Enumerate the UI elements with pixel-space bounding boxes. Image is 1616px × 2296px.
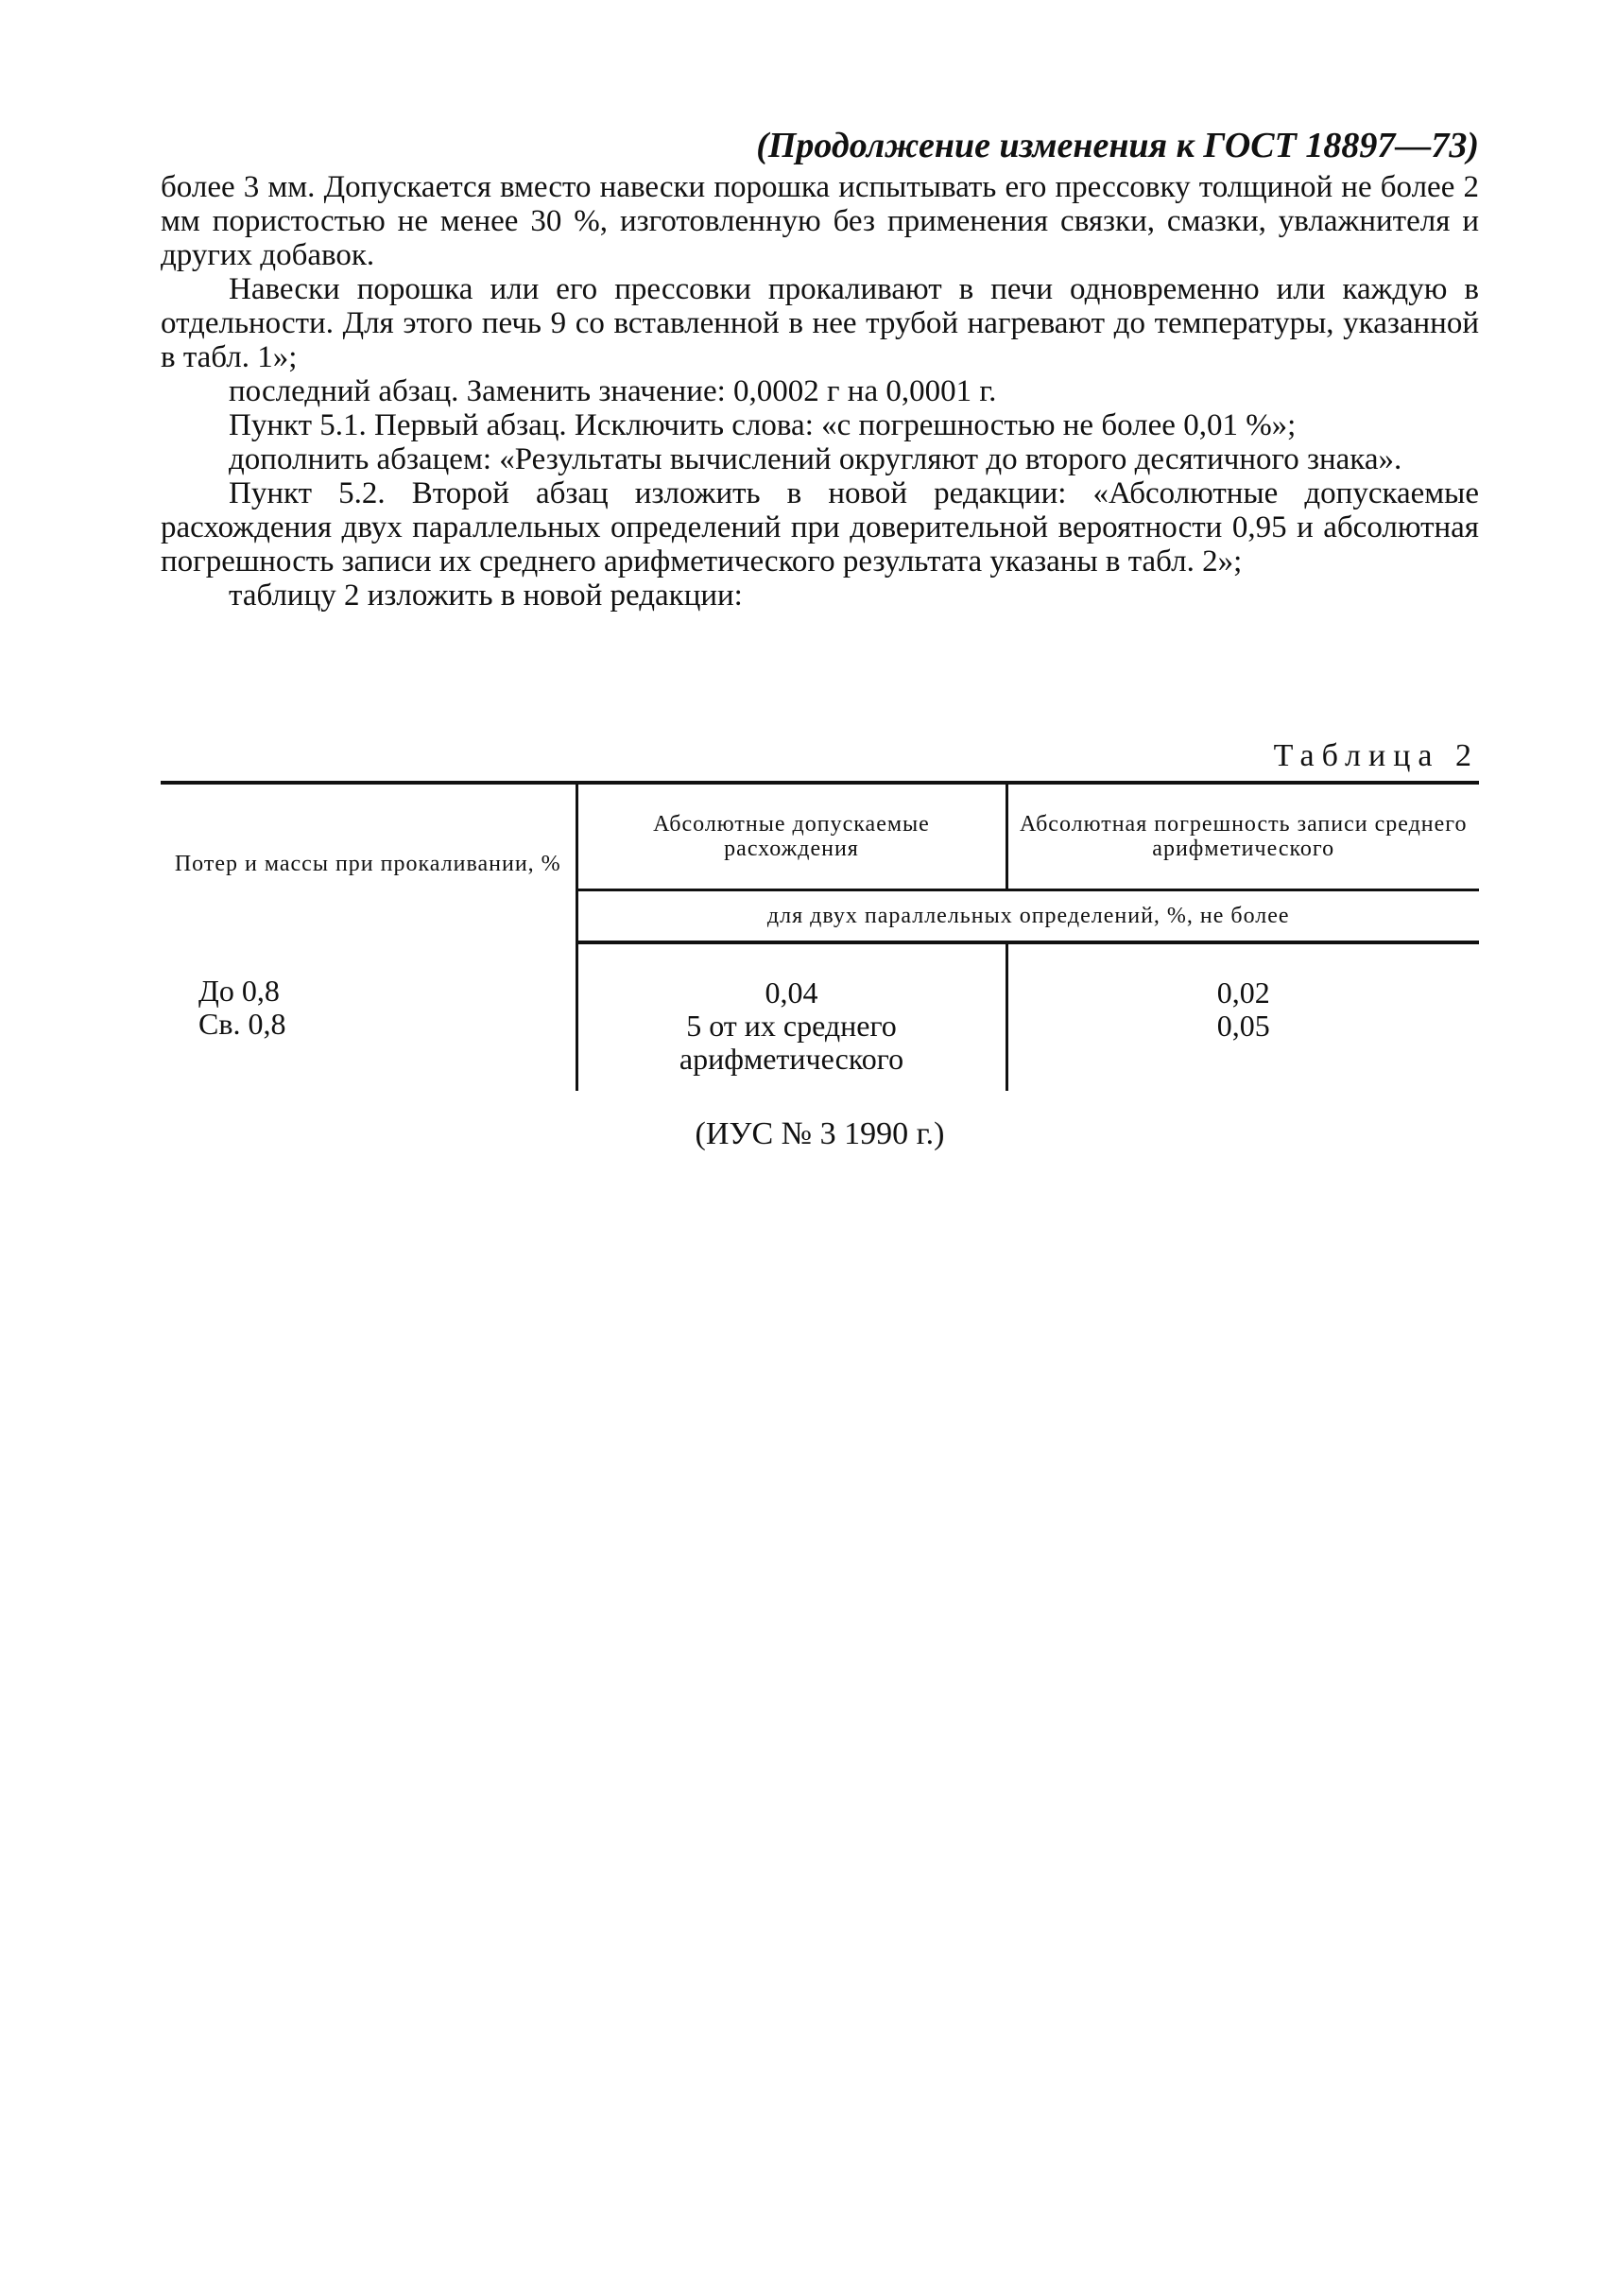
continuation-header: (Продолжение изменения к ГОСТ 18897—73)	[756, 126, 1479, 165]
paragraph-continuation: более 3 мм. Допускается вместо навески порошка испытывать его прессовку толщиной не более 2 мм пористостью не менее 30 %, изготовленную без применения связки, смазки, увлажнителя и других добавок.	[161, 170, 1479, 272]
source-reference: (ИУС № 3 1990 г.)	[695, 1116, 945, 1151]
paragraph-last-abzac: последний абзац. Заменить значение: 0,0002 г на 0,0001 г.	[229, 374, 997, 408]
paragraph-table-intro: таблицу 2 изложить в новой редакции:	[229, 578, 743, 613]
error-cell	[1006, 942, 1479, 1091]
paragraph-rounding: дополнить абзацем: «Результаты вычислений округляют до второго десятичного знака».	[229, 442, 1402, 476]
tolerance-cell	[576, 942, 1006, 1091]
loss-cell	[161, 942, 576, 1091]
tolerance-value: 0,04	[765, 975, 818, 1010]
loss-value: Св. 0,8	[198, 1007, 286, 1041]
paragraph-calcination: Навески порошка или его прессовки прокаливают в печи одновременно или каждую в отдельности. Для этого печь 9 со вставленной в нее трубой нагревают до температуры, указанной в табл. 1»;	[161, 272, 1479, 374]
column-subheader: для двух параллельных определений, %, не более	[576, 890, 1479, 943]
column-header-tolerance: Абсолютные допускаемые расхождения	[576, 783, 1006, 890]
table-2	[161, 781, 1479, 1091]
error-value: 0,02	[1216, 975, 1270, 1010]
table-caption: Таблица 2	[1273, 738, 1479, 773]
data-table	[161, 781, 1479, 1091]
column-header-error: Абсолютная погрешность записи среднего арифметического	[1006, 783, 1479, 890]
body-text	[161, 170, 1479, 613]
tolerance-value: 5 от их среднего арифметического	[679, 1009, 904, 1076]
loss-value: До 0,8	[198, 974, 280, 1008]
table-row	[161, 942, 1479, 1091]
column-header-loss: Потер и массы при прокаливании, %	[161, 783, 576, 942]
table-header-row	[161, 783, 1479, 890]
paragraph-point-5-1: Пункт 5.1. Первый абзац. Исключить слова: «с погрешностью не более 0,01 %»;	[229, 408, 1297, 442]
paragraph-point-5-2: Пункт 5.2. Второй абзац изложить в новой редакции: «Абсолютные допускаемые расхождения двух параллельных определений при доверительной вероятности 0,95 и абсолютная погрешность записи их среднего арифметического результата указаны в табл. 2»;	[161, 476, 1479, 578]
error-value: 0,05	[1216, 1009, 1270, 1043]
